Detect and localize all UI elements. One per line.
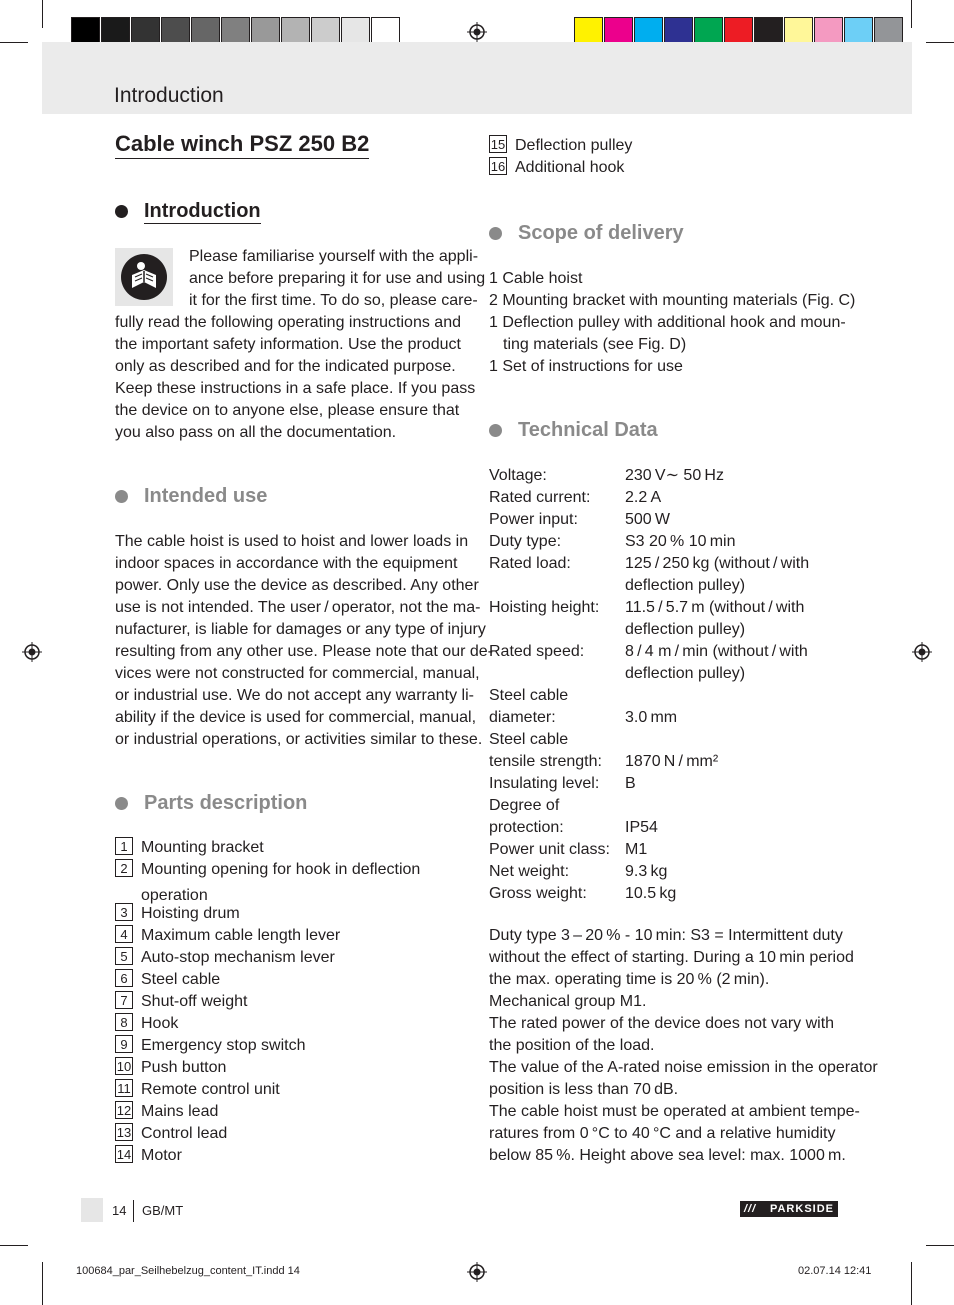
spec-value: 125 / 250 kg (without / with <box>625 555 810 572</box>
part-label: Steel cable <box>141 971 221 988</box>
spec-label: Rated current: <box>489 489 591 506</box>
paragraph-line: Mechanical group M1. <box>489 993 647 1010</box>
parts-list-item <box>115 1013 178 1035</box>
part-number: 9 <box>115 1035 133 1053</box>
document-title: Cable winch PSZ 250 B2 <box>115 131 369 159</box>
part-label: Hoisting drum <box>141 905 240 922</box>
scope-item: 1 Deflection pulley with additional hook and moun- <box>489 314 846 331</box>
paragraph-line: the position of the load. <box>489 1037 655 1054</box>
part-number: 16 <box>490 159 506 174</box>
part-label: Auto-stop mechanism lever <box>141 949 335 966</box>
spec-value: 11.5 / 5.7 m (without / with <box>625 599 805 616</box>
spec-value: 8 / 4 m / min (without / with <box>625 643 808 660</box>
paragraph-line: it for the first time. To do so, please care- <box>189 292 478 309</box>
registration-mark-icon <box>22 642 42 662</box>
part-number: 1 <box>115 837 133 855</box>
parts-list-item <box>115 1035 306 1057</box>
spec-value: 2.2 A <box>625 489 662 506</box>
spec-label: Insulating level: <box>489 775 600 792</box>
paragraph-line: Keep these instructions in a safe place. If you pass <box>115 380 476 397</box>
paragraph-line: the device on to anyone else, please ensure that <box>115 402 460 419</box>
part-number: 6 <box>115 969 133 987</box>
date-slug: 02.07.14 12:41 <box>798 1265 872 1277</box>
bullet-icon <box>489 227 502 240</box>
file-slug: 100684_par_Seilhebelzug_content_IT.indd 14 <box>76 1265 300 1277</box>
part-label: Control lead <box>141 1125 228 1142</box>
brand-logo: /// PARKSIDE <box>740 1201 838 1217</box>
parts-list-item <box>115 1079 280 1101</box>
parts-list-item <box>115 1057 226 1079</box>
spec-value: deflection pulley) <box>625 665 746 682</box>
paragraph-line: The value of the A-rated noise emission in the operator <box>489 1059 878 1076</box>
registration-mark-icon <box>467 1262 487 1282</box>
spec-value: 500 W <box>625 511 670 528</box>
spec-value: 9.3 kg <box>625 863 668 880</box>
parts-list-item <box>115 947 335 969</box>
part-label: Shut-off weight <box>141 993 248 1010</box>
parts-list-item <box>115 837 264 859</box>
part-label: Mounting bracket <box>141 839 264 856</box>
scope-item: 1 Cable hoist <box>489 270 583 287</box>
footer-divider <box>133 1200 134 1222</box>
paragraph-line: nufacturer, is liable for damages or any type of injury <box>115 621 486 638</box>
part-label: Deflection pulley <box>515 137 633 154</box>
bullet-icon <box>115 490 128 503</box>
part-label: Mains lead <box>141 1103 219 1120</box>
intro-paragraph <box>115 312 475 444</box>
intro-paragraph-wrap <box>189 246 486 312</box>
scope-item: ting materials (see Fig. D) <box>503 336 687 353</box>
part-number: 2 <box>115 859 133 877</box>
part-number: 5 <box>115 947 133 965</box>
paragraph-line: ability if the device is used for commercial, manual, <box>115 709 477 726</box>
technical-notes <box>489 925 878 1167</box>
paragraph-line: only as described and for the indicated purpose. <box>115 358 456 375</box>
part-label: operation <box>141 887 208 904</box>
spec-label: Rated speed: <box>489 643 585 660</box>
part-number: 12 <box>116 1103 132 1118</box>
paragraph-line: The rated power of the device does not vary with <box>489 1015 835 1032</box>
page-number: 14 <box>112 1203 127 1218</box>
paragraph-line: The cable hoist is used to hoist and lower loads in <box>115 533 469 550</box>
spec-value: IP54 <box>625 819 658 836</box>
paragraph-line: power. Only use the device as described. Any other <box>115 577 479 594</box>
spec-value: deflection pulley) <box>625 621 746 638</box>
part-label: Emergency stop switch <box>141 1037 306 1054</box>
bullet-icon <box>115 205 128 218</box>
paragraph-line: The cable hoist must be operated at ambient tempe- <box>489 1103 860 1120</box>
spec-label: Power input: <box>489 511 578 528</box>
spec-label: Hoisting height: <box>489 599 600 616</box>
scope-item: 2 Mounting bracket with mounting materials (Fig. C) <box>489 292 856 309</box>
spec-value: S3 20 % 10 min <box>625 533 736 550</box>
part-number: 8 <box>115 1013 133 1031</box>
part-label: Motor <box>141 1147 182 1164</box>
paragraph-line: or industrial operations, or activities similar to these. <box>115 731 483 748</box>
paragraph-line: below 85 %. Height above sea level: max. 1000 m. <box>489 1147 846 1164</box>
spec-value: 3.0 mm <box>625 709 678 726</box>
part-label: Push button <box>141 1059 227 1076</box>
spec-label: Steel cable <box>489 731 569 748</box>
part-label: Hook <box>141 1015 179 1032</box>
paragraph-line: Please familiarise yourself with the appli- <box>189 248 479 265</box>
paragraph-line: ance before preparing it for use and using <box>189 270 486 287</box>
part-number: 14 <box>116 1147 132 1162</box>
spec-value: 230 V∼ 50 Hz <box>625 467 724 484</box>
paragraph-line: use is not intended. The user / operator, not the ma- <box>115 599 481 616</box>
parts-list-item <box>115 991 247 1013</box>
language-code: GB/MT <box>142 1203 184 1218</box>
paragraph-line: the max. operating time is 20 % (2 min). <box>489 971 770 988</box>
paragraph-line: ratures from 0 °C to 40 °C and a relative humidity <box>489 1125 836 1142</box>
scope-item: 1 Set of instructions for use <box>489 358 683 375</box>
footer-tab <box>81 1198 103 1222</box>
page-header-title: Introduction <box>114 84 224 107</box>
spec-label: Net weight: <box>489 863 570 880</box>
intended-use-paragraph <box>115 531 493 751</box>
paragraph-line: you also pass on all the documentation. <box>115 424 397 441</box>
section-heading-intended-use: Intended use <box>115 484 415 510</box>
parts-list-item <box>489 135 632 157</box>
parts-list-item <box>115 1145 182 1167</box>
read-manual-icon <box>115 248 173 306</box>
logo-slashes: /// <box>744 1203 757 1215</box>
parts-list-item <box>115 1123 227 1145</box>
paragraph-line: Duty type 3 – 20 % - 10 min: S3 = Intermittent duty <box>489 927 843 944</box>
section-heading-parts-description: Parts description <box>115 791 415 817</box>
part-number: 3 <box>115 903 133 921</box>
parts-list-item <box>115 969 220 991</box>
spec-label: Rated load: <box>489 555 571 572</box>
part-number: 10 <box>116 1059 132 1074</box>
part-number: 4 <box>115 925 133 943</box>
part-label: Maximum cable length lever <box>141 927 341 944</box>
paragraph-line: without the effect of starting. During a 10 min period <box>489 949 854 966</box>
section-heading-introduction: Introduction <box>115 199 415 225</box>
spec-label: protection: <box>489 819 564 836</box>
parts-list-item <box>489 157 624 179</box>
spec-label: diameter: <box>489 709 556 726</box>
part-number: 11 <box>115 1079 133 1097</box>
registration-mark-icon <box>467 22 487 42</box>
paragraph-line: fully read the following operating instructions and <box>115 314 461 331</box>
spec-label: Duty type: <box>489 533 562 550</box>
paragraph-line: or industrial use. We do not accept any warranty li- <box>115 687 474 704</box>
part-label: Additional hook <box>515 159 625 176</box>
part-number: 15 <box>490 137 506 152</box>
parts-list-item <box>115 859 420 881</box>
bullet-icon <box>115 797 128 810</box>
paragraph-line: resulting from any other use. Please note that our de- <box>115 643 493 660</box>
paragraph-line: indoor spaces in accordance with the equipment <box>115 555 458 572</box>
part-label: Mounting opening for hook in deflection <box>141 861 421 878</box>
part-number: 7 <box>115 991 133 1009</box>
part-label: Remote control unit <box>141 1081 280 1098</box>
spec-label: tensile strength: <box>489 753 602 770</box>
parts-list-item <box>115 925 340 947</box>
registration-mark-icon <box>912 642 932 662</box>
bullet-icon <box>489 424 502 437</box>
section-heading-technical-data: Technical Data <box>489 418 789 444</box>
paragraph-line: vices were not constructed for commercial, manual, <box>115 665 480 682</box>
spec-label: Steel cable <box>489 687 569 704</box>
parts-list-item <box>115 1101 218 1123</box>
spec-label: Gross weight: <box>489 885 587 902</box>
spec-value: 10.5 kg <box>625 885 677 902</box>
spec-label: Degree of <box>489 797 560 814</box>
spec-label: Voltage: <box>489 467 547 484</box>
paragraph-line: the important safety information. Use the product <box>115 336 461 353</box>
part-number: 13 <box>116 1125 132 1140</box>
spec-label: Power unit class: <box>489 841 610 858</box>
part-number <box>115 881 133 899</box>
spec-value: deflection pulley) <box>625 577 746 594</box>
spec-value: B <box>625 775 636 792</box>
paragraph-line: position is less than 70 dB. <box>489 1081 679 1098</box>
parts-list-item <box>115 903 240 925</box>
spec-value: M1 <box>625 841 648 858</box>
spec-value: 1870 N / mm² <box>625 753 719 770</box>
section-heading-scope-of-delivery: Scope of delivery <box>489 221 789 247</box>
